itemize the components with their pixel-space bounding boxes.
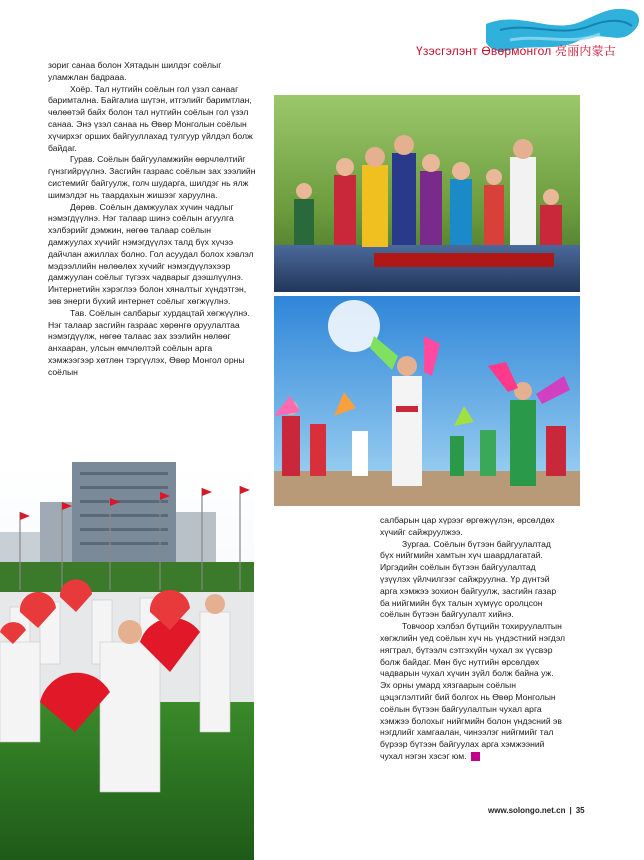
article-end-mark	[471, 752, 480, 761]
paragraph: салбарын цар хүрээг өргөжүүлэн, өрсөлдөх хүчийг сайжруулжээ.	[380, 515, 555, 537]
magazine-section-title: Үзэсгэлэнт Өвөрмонгол 亮丽内蒙古	[416, 44, 616, 58]
website-url: www.solongo.net.cn	[488, 806, 566, 815]
photo-fan-dance	[0, 462, 254, 860]
photo-stage-performance	[274, 95, 580, 292]
paragraph: Хоёр. Тал нутгийн соёлын гол үзэл санааг баримтална. Байгалиа шүтэн, итгэлийг баримтлан, чөлөөтэй байх болон тал нутгийн соёлын гол үзэл санаа. Энэ үзэл санаа нь Өвөр Монголын соёлын хүчирхэг орших байгууллахад тулгуур үйлдэл болж байдаг.	[48, 83, 253, 153]
right-text-column	[380, 515, 566, 763]
page-footer	[488, 806, 585, 815]
paragraph: Тав. Соёлын салбарыг хурдацтай хөгжүүлнэ. Нэг талаар засгийн газраас хөрөнгө оруулалтаа нэмэгдүүлж, нөгөө талаас зах зээлийн нөлөөг анхааран, улсын өмчлөлтэй соёлын арга хэмжээгээр хөтлөн тэргүүлэх, Өвөр Монгол орны соёлын	[48, 307, 250, 377]
paragraph: Зургаа. Соёлын бүтээн байгуулалтад бүх нийгмийн хамтын хүч шаардлагатай. Иргэдийн соёлын бүтээн байгуулалтад үзүүлэх үйлчилгээг сайжруулна. Үр дүнтэй арга хэмжээ зохион байгуулж, засгийн газар ба нийгмийн бүх талын хүмүүс оролцсон соёлын бүтээн байгуулалт хийнэ.	[380, 538, 557, 620]
footer-separator: |	[569, 806, 572, 815]
paragraph: Дөрөв. Соёлын дамжуулах хүчин чадлыг нэмэгдүүлнэ. Нэг талаар шинэ соёлын агуулга хэлбэрийг дэмжин, нөгөө талаар соёлын дамжуулах хүчийг нэмэгдүүлэх талд бүх хүчээ дайчлан ажиллах болно. Гол асуудал болох хэвлэл мэдээллийн нөлөөлөх хүчийг нэмэгдүүлэхээр дамжуулан соёлыг түгээх чадварыг дээшлүүлнэ. Интернетийн хэрэглээ болон хяналтыг хүндэтгэн, зөв энерги бүхий интернет соёлыг хөгжүүлнэ.	[48, 201, 254, 306]
left-text-column	[48, 60, 256, 379]
paragraph: зориг санаа болон Хятадын шилдэг соёлыг уламжлан бадрааа.	[48, 60, 222, 82]
photo-scarf-dancers	[274, 296, 580, 506]
page-number: 35	[575, 806, 585, 815]
paragraph: Товчоор хэлбэл бүтцийн тохируулалтын хөгжлийн үед соёлын хүч нь үндэстний нэгдэл нягтрал, бүтээлч сэтгэхүйн чухал эх үүсвэр болж байдаг. Мөн бүс нутгийн өрсөлдөх чадварын чухал хүчин зүйл болж байна уж. Эх орны умард хязгаарын соёлын цэцэглэлтийг бий болгох нь Өвөр Монголын соёлын бүтээн байгуулалтын чухал арга хэмжээ болохыг нийгмийн болон үндэсний эв нэгдлийг хамгаалан, чинээлэг нийгмийг тал бүрээр бүтээн байгуулах арга хэмжээний чухал нэгэн хэсэг юм.	[380, 621, 566, 761]
paragraph: Гурав. Соёлын байгууламжийн өөрчлөлтийг гүнзгийрүүлнэ. Засгийн газраас соёлын зах зээлийн системийг байгуулж, голч шударга, шилдэг нь ялж шимэлдэг нь таардахын жишээг харуулна.	[48, 154, 256, 200]
